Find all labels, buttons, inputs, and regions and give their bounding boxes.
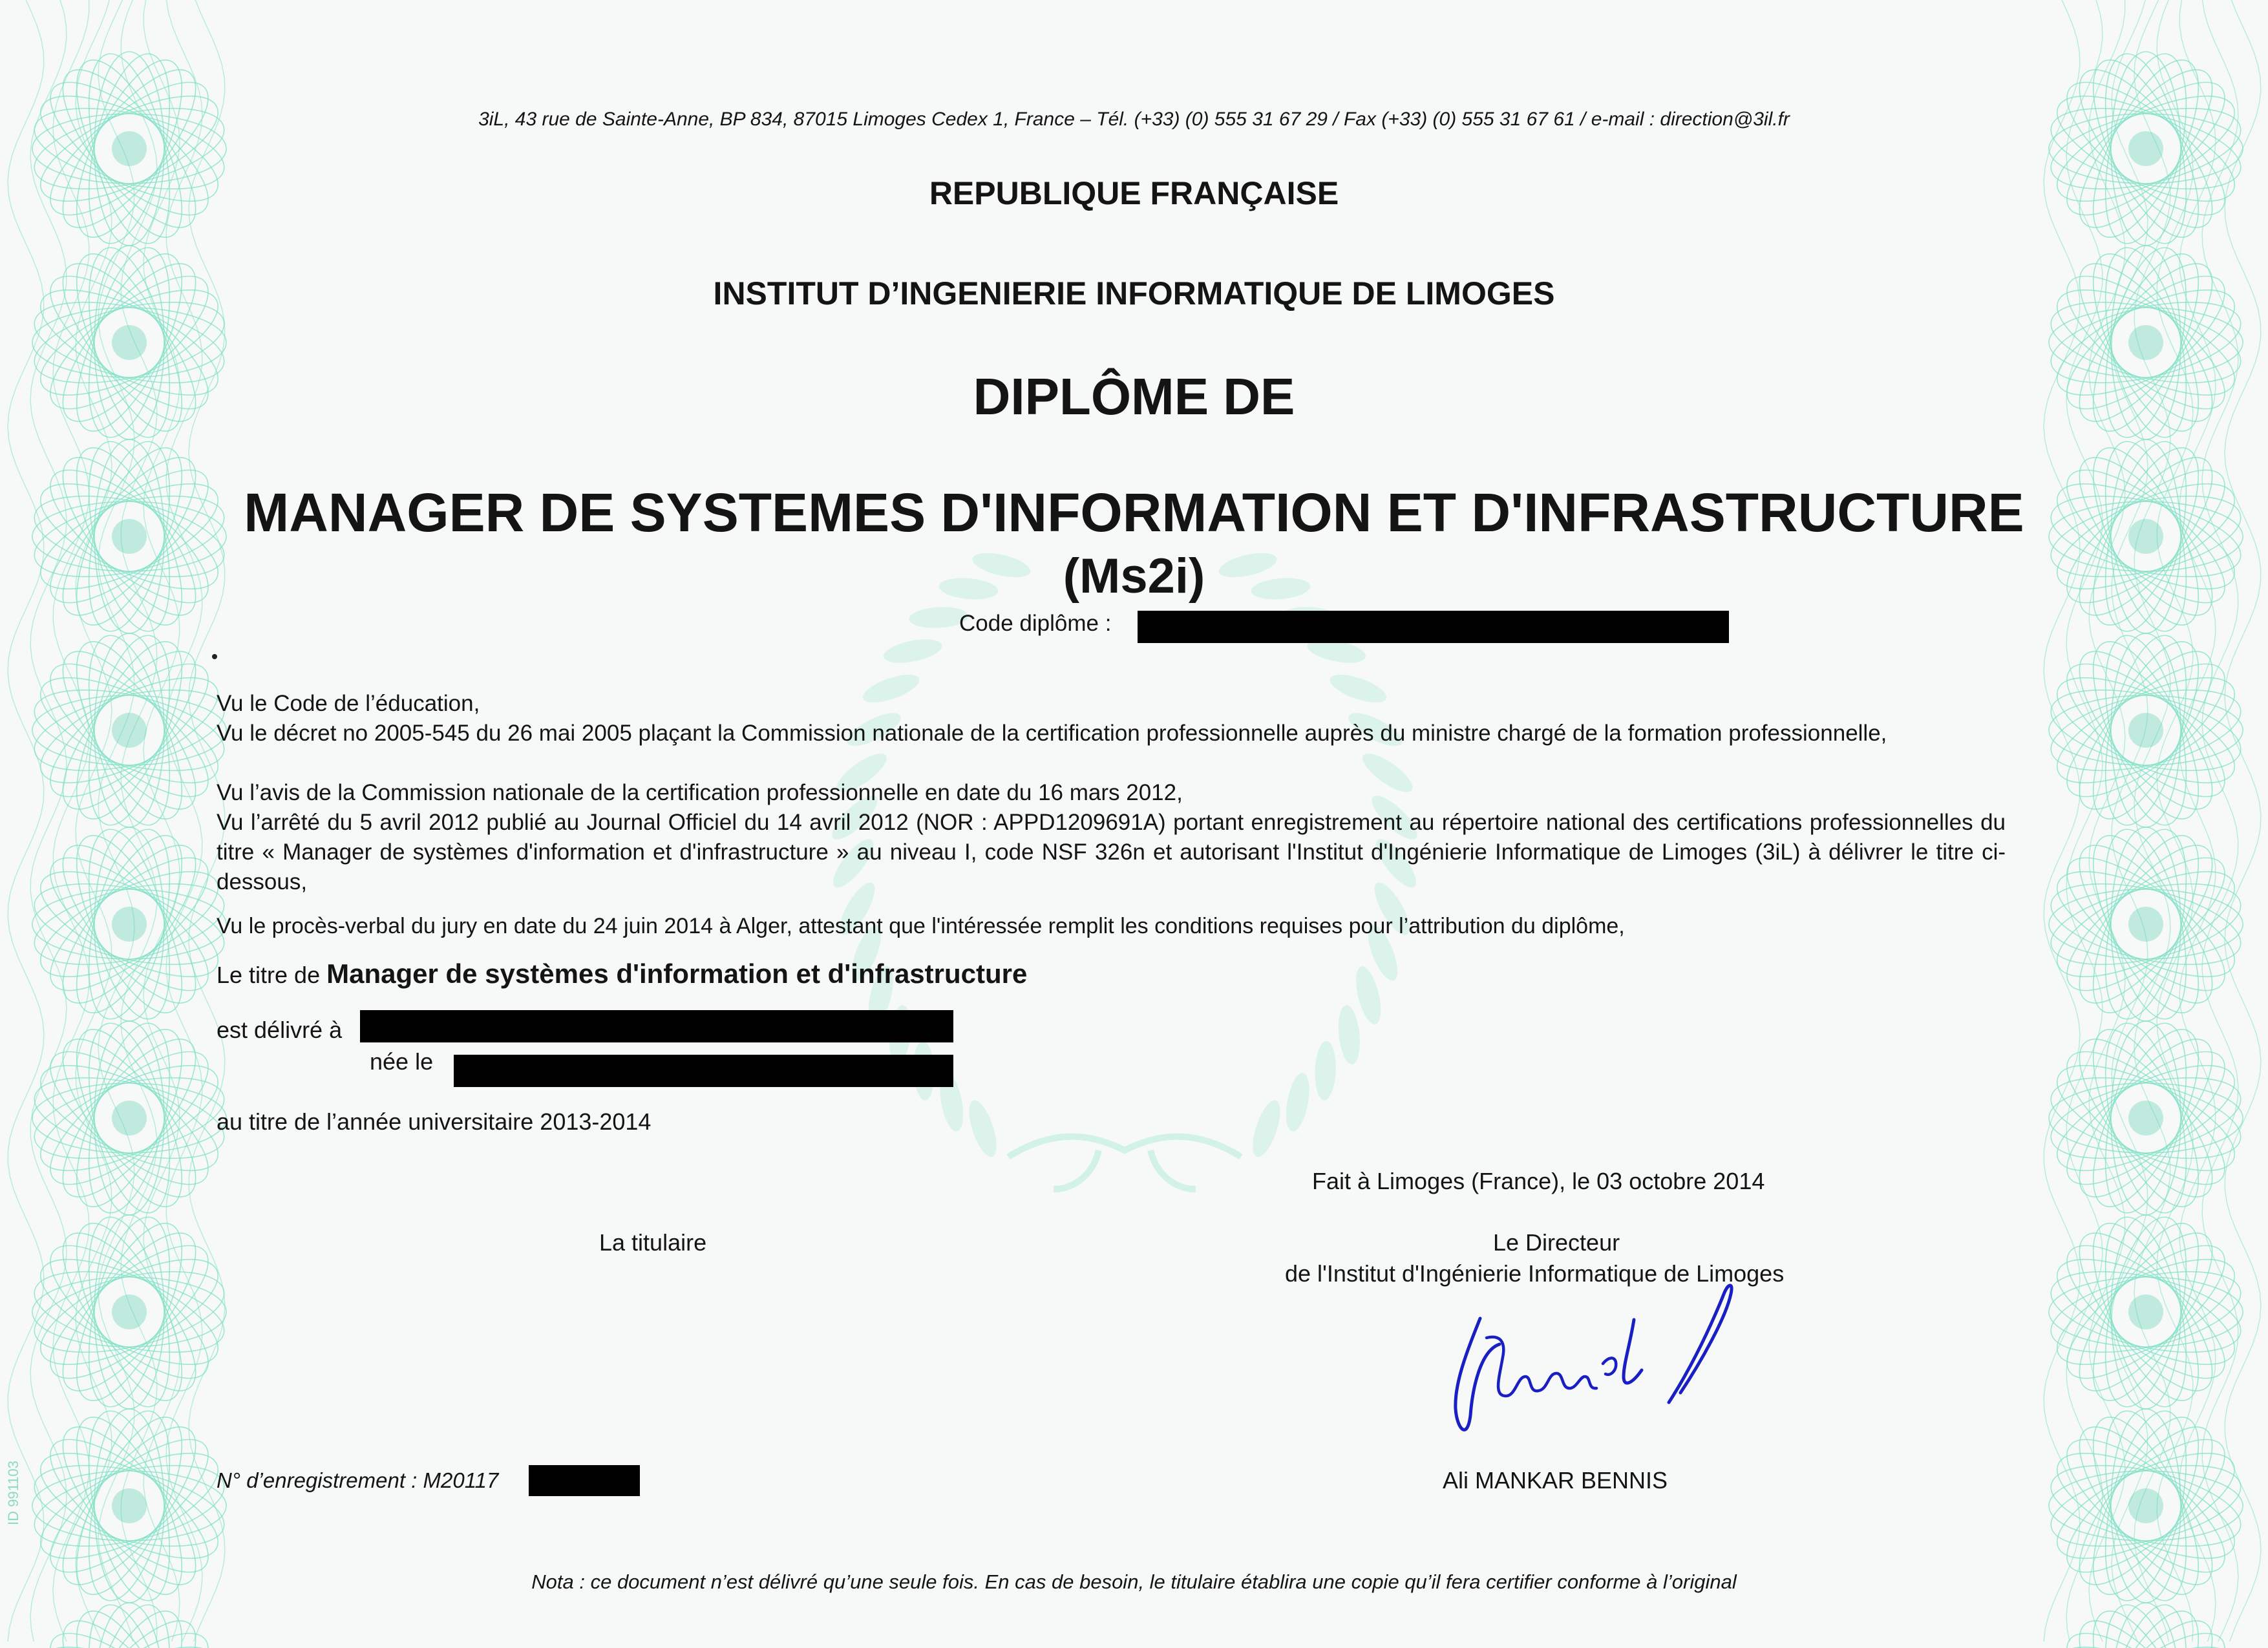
institute-heading: INSTITUT D’INGENIERIE INFORMATIQUE DE LIMOGES [713, 275, 1555, 312]
recipient-name-redaction [360, 1010, 953, 1042]
right-rosette [2043, 1015, 2248, 1220]
code-diplome-label: Code diplôme : [959, 611, 1112, 636]
titre-name: Manager de systèmes d'information et d'infrastructure [326, 958, 1028, 989]
left-guilloche-border [8, 0, 232, 1648]
wreath-leaf [1314, 1041, 1337, 1101]
diploma-abbreviation: (Ms2i) [1063, 549, 1205, 604]
body-paragraph-3: Vu l’avis de la Commission nationale de la certification professionnelle en date du 16 mars 2012, [217, 780, 1183, 805]
birth-details-redaction [454, 1055, 953, 1087]
header-address: 3iL, 43 rue de Sainte-Anne, BP 834, 87015 Limoges Cedex 1, France – Tél. (+33) (0) 555 31 67 29 / Fax (+33) (0) 555 31 67 61 / e-mail : direction@3il.fr [478, 109, 1790, 130]
wreath-leaf [1247, 1097, 1286, 1160]
body-paragraph-1: Vu le Code de l’éducation, [217, 691, 480, 716]
director-signature [1441, 1280, 1739, 1454]
diploma-title: DIPLÔME DE [973, 368, 1295, 425]
annee-universitaire: au titre de l’année universitaire 2013-2014 [217, 1108, 652, 1135]
delivre-label: est délivré à [217, 1017, 343, 1043]
directeur-label: Le Directeur [1493, 1229, 1620, 1256]
nee-label: née le [370, 1048, 434, 1075]
republic-heading: REPUBLIQUE FRANÇAISE [929, 175, 1339, 211]
fait-a-line: Fait à Limoges (France), le 03 octobre 2014 [1312, 1168, 1765, 1194]
serial-number: ID 991103 [5, 1461, 21, 1525]
wreath-leaf [964, 1097, 1002, 1160]
nota-footer: Nota : ce document n’est délivré qu’une seule fois. En cas de besoin, le titulaire établira une copie qu’il fera certifier conforme à l’original [531, 1570, 1737, 1593]
directeur-institute-label: de l'Institut d'Ingénierie Informatique de Limoges [1285, 1260, 1785, 1287]
titre-line [217, 958, 1027, 989]
left-rosette [26, 1015, 231, 1220]
titulaire-label: La titulaire [599, 1229, 707, 1256]
right-rosette [2043, 46, 2248, 251]
director-name: Ali MANKAR BENNIS [1443, 1467, 1668, 1494]
wreath-leaf [1336, 1004, 1362, 1066]
left-rosette [26, 628, 231, 832]
wreath-leaf [1282, 1071, 1313, 1133]
enregistrement-redaction [529, 1465, 640, 1496]
titre-prefix: Le titre de [217, 962, 321, 988]
body-paragraph-2: Vu le décret no 2005-545 du 26 mai 2005 plaçant la Commission nationale de la certification professionnelle auprès du ministre chargé de la formation professionnelle, [217, 721, 1887, 746]
bullet-dot [212, 654, 217, 659]
numero-enregistrement: N° d’enregistrement : M20117 [217, 1468, 499, 1492]
wreath-leaf [1351, 964, 1386, 1027]
wreath-ribbon [1008, 1137, 1241, 1189]
body-paragraph-5: Vu le procès-verbal du jury en date du 24 juin 2014 à Alger, attestant que l'intéressée remplit les conditions requises pour l’attribution du diplôme, [217, 914, 1625, 938]
diploma-name: MANAGER DE SYSTEMES D'INFORMATION ET D'INFRASTRUCTURE [244, 482, 2024, 543]
right-guilloche-border [2043, 0, 2261, 1648]
code-diplome-redaction [1138, 611, 1729, 643]
right-rosette [2043, 1597, 2248, 1648]
left-rosette [26, 821, 231, 1026]
left-rosette [26, 46, 231, 251]
wreath-leaf [882, 635, 944, 667]
body-paragraph-4: Vu l’arrêté du 5 avril 2012 publié au Journal Officiel du 14 avril 2012 (NOR : APPD1209691A) portant enregistrement au répertoire national des certifications professionnelles du titre « Manager de systèmes d'information et d'infrastructure » au niveau I, code NSF 326n et autorisant l'Institut d'Ingénierie Informatique de Limoges (3iL) à délivrer le titre ci-dessous, [217, 810, 2006, 894]
right-rosette [2043, 628, 2248, 832]
